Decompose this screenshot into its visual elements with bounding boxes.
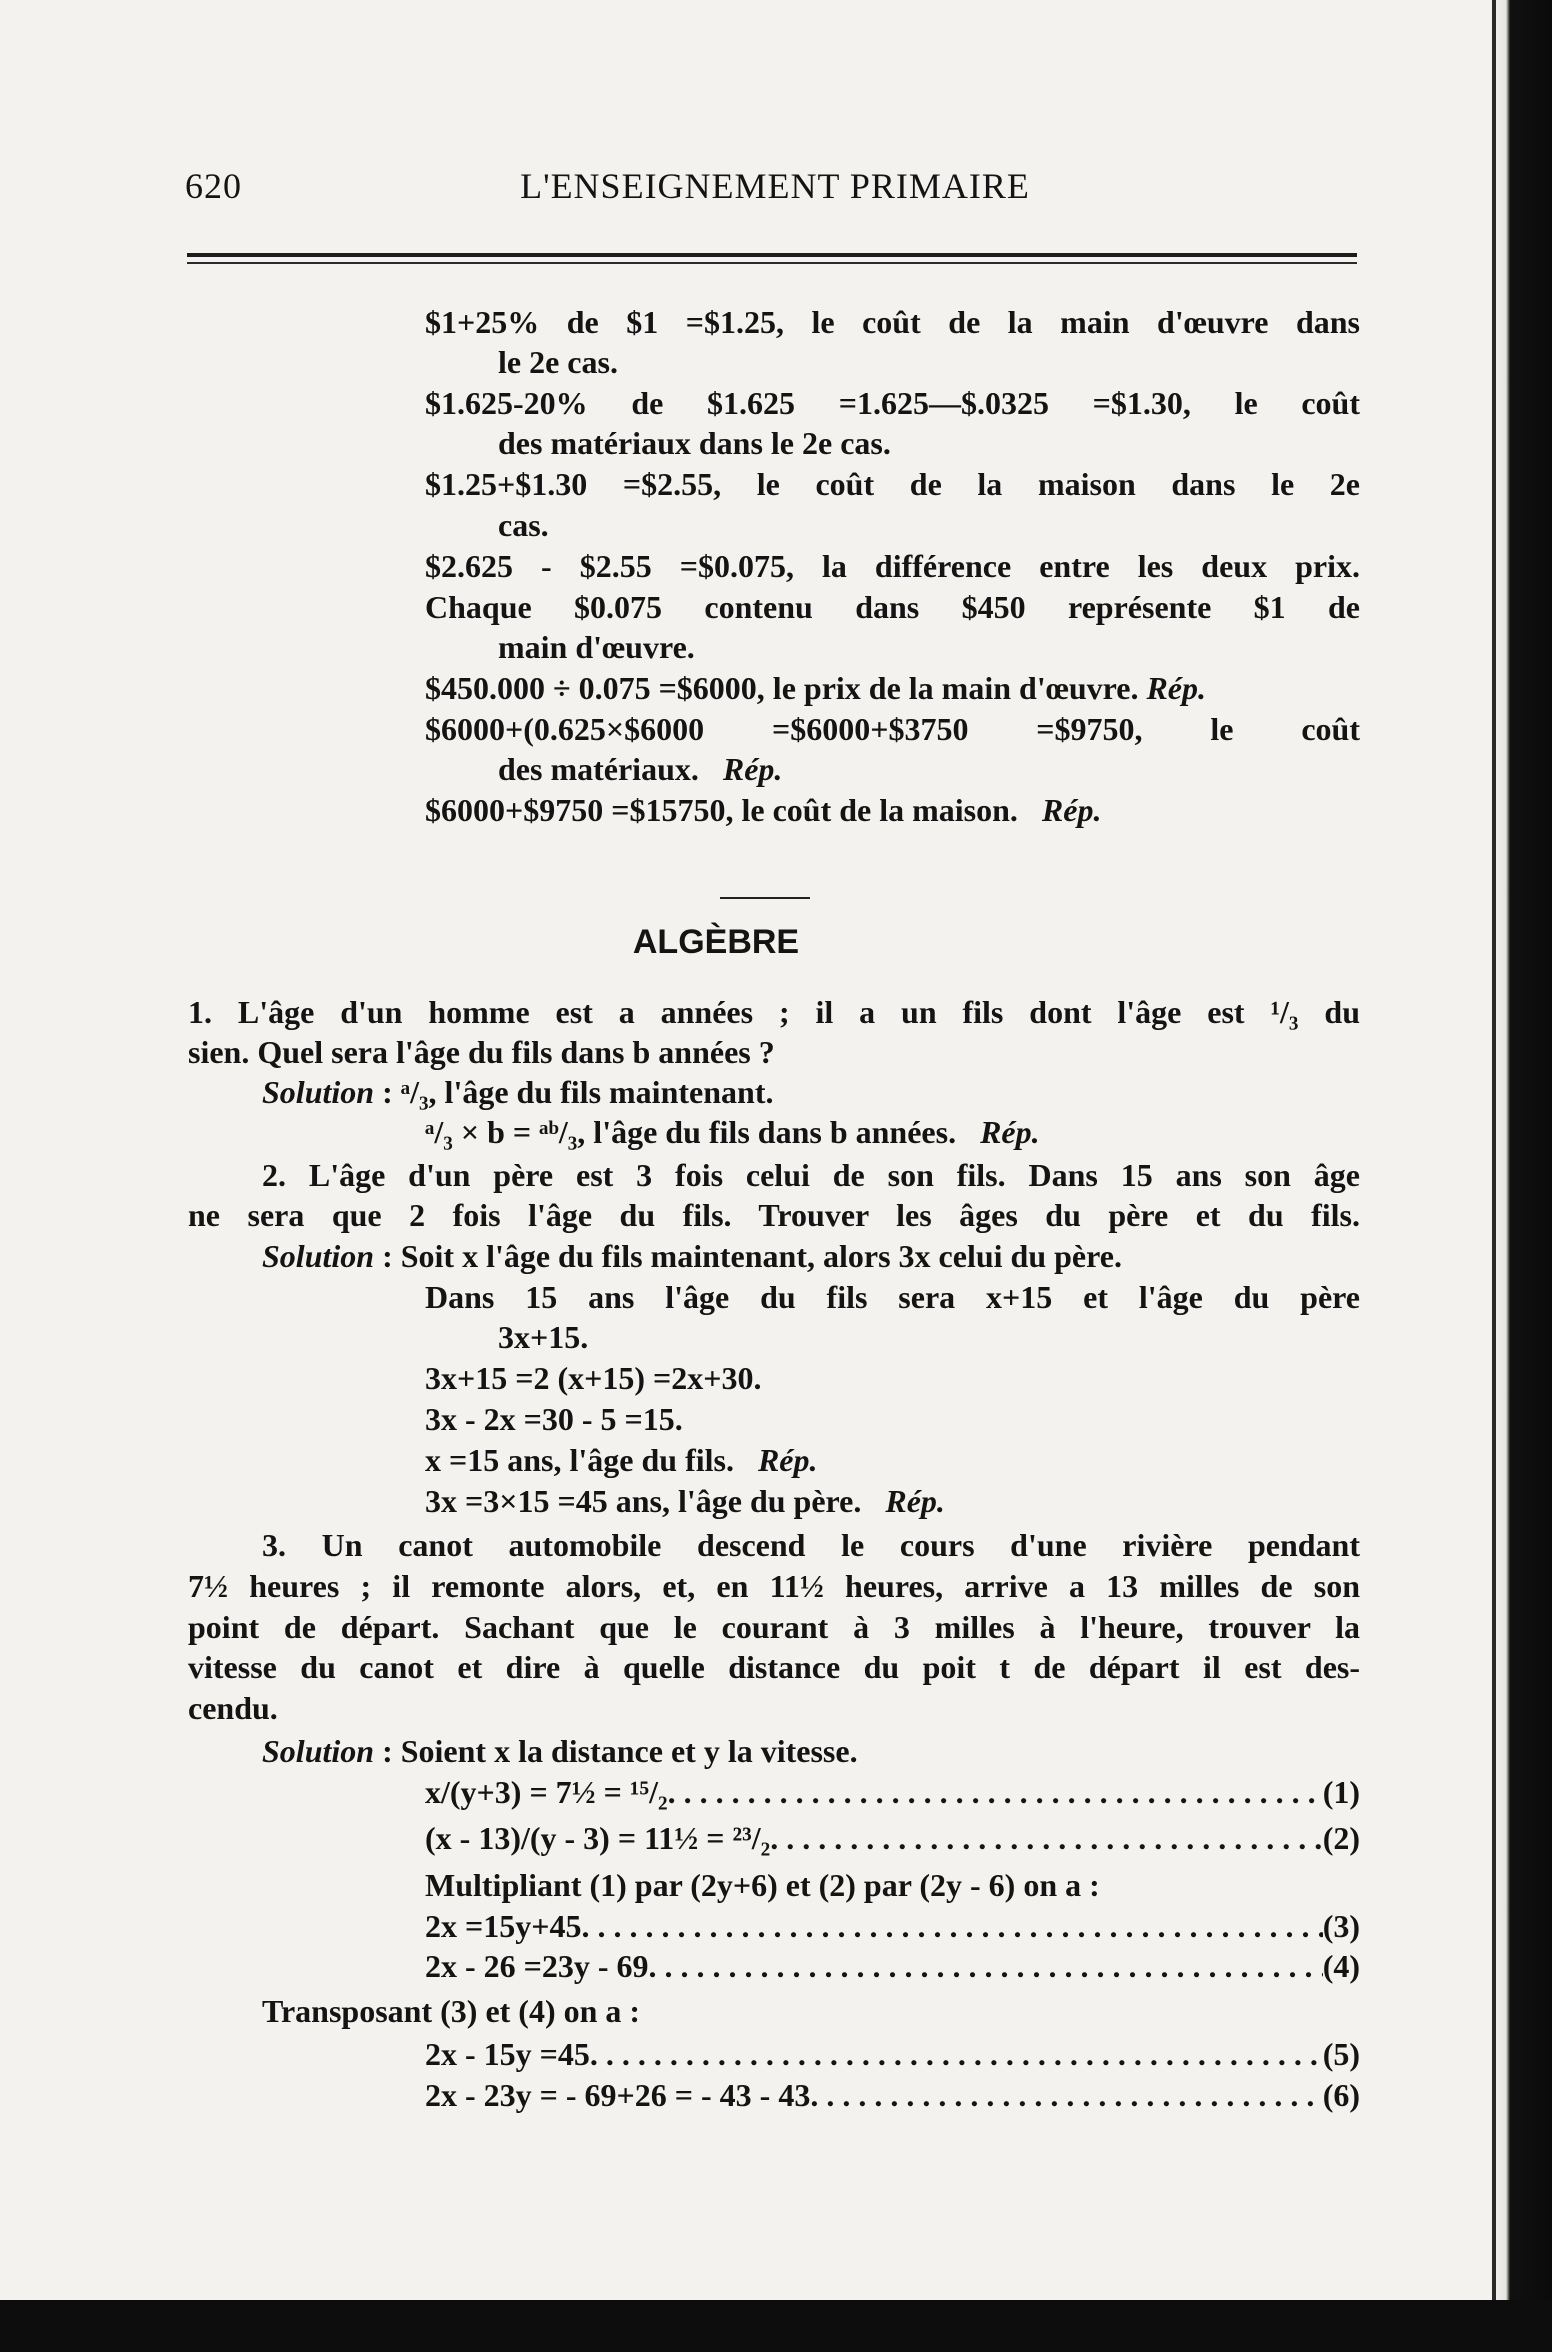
scan-bottom-border: [0, 2300, 1552, 2352]
solution-line: [425, 1440, 818, 1480]
solution-line: [425, 1112, 1040, 1152]
text-line: main d'œuvre.: [498, 629, 695, 665]
dot-leader: [810, 2075, 1322, 2115]
rep-mark: Rép.: [980, 1114, 1040, 1150]
equation-number: (4): [1322, 1948, 1360, 1984]
solution-line: [262, 1072, 773, 1112]
solution-line: 3x+15.: [498, 1319, 589, 1355]
equation-row: [425, 1772, 1360, 1812]
equation-number: (6): [1322, 2077, 1360, 2113]
line-text: : Soit x l'âge du fils maintenant, alors 3x celui du père.: [382, 1238, 1122, 1274]
text-line: cas.: [498, 507, 549, 543]
dot-leader: [590, 2034, 1323, 2074]
problem-3-line: 3. Un canot automobile descend le cours d'une rivière pendant: [262, 1527, 1360, 1563]
equation-number: (2): [1322, 1820, 1360, 1856]
problem-3-line: vitesse du canot et dire à quelle distance du poit t de départ il est des-: [188, 1649, 1360, 1685]
equation-number: (1): [1322, 1774, 1360, 1810]
text-line: des matériaux dans le 2e cas.: [498, 425, 891, 461]
rep-mark: Rép.: [885, 1483, 945, 1519]
line-text: 3x =3×15 =45 ans, l'âge du père.: [425, 1483, 862, 1519]
running-head: L'ENSEIGNEMENT PRIMAIRE: [520, 166, 1030, 206]
line-text: : Soient x la distance et y la vitesse.: [382, 1733, 858, 1769]
line-text: x =15 ans, l'âge du fils.: [425, 1442, 734, 1478]
line-text: $450.000 ÷ 0.075 =$6000, le prix de la main d'œuvre.: [425, 670, 1139, 706]
line-text: ᵃ/₃ × b = ᵃᵇ/₃, l'âge du fils dans b années.: [425, 1114, 957, 1150]
text-line: [425, 790, 1101, 830]
text-line: $2.625 - $2.55 =$0.075, la différence entre les deux prix.: [425, 548, 1360, 584]
rep-mark: Rép.: [757, 1442, 818, 1478]
text-line: le 2e cas.: [498, 344, 618, 380]
solution-line: Dans 15 ans l'âge du fils sera x+15 et l'âge du père: [425, 1279, 1360, 1315]
problem-2-line: ne sera que 2 fois l'âge du fils. Trouver les âges du père et du fils.: [188, 1197, 1360, 1233]
section-divider: [720, 897, 810, 899]
rep-mark: Rép.: [1146, 670, 1206, 706]
line-text: $6000+$9750 =$15750, le coût de la maison.: [425, 792, 1018, 828]
equation: x/(y+3) = 7½ = ¹⁵/₂: [425, 1774, 668, 1810]
equation-row: [425, 1818, 1360, 1858]
text-line: $1.625-20% de $1.625 =1.625—$.0325 =$1.30, le coût: [425, 385, 1360, 421]
line-text: des matériaux.: [498, 751, 699, 787]
solution-line: 3x - 2x =30 - 5 =15.: [425, 1401, 683, 1437]
text-line: Chaque $0.075 contenu dans $450 représente $1 de: [425, 589, 1360, 625]
equation-number: (5): [1322, 2036, 1360, 2072]
equation-row: [425, 2034, 1360, 2074]
solution-line: Transposant (3) et (4) on a :: [262, 1993, 641, 2029]
line-text: : ᵃ/₃, l'âge du fils maintenant.: [382, 1074, 774, 1110]
equation-row: [425, 2075, 1360, 2115]
dot-leader: [581, 1906, 1322, 1946]
dot-leader: [770, 1818, 1322, 1858]
solution-line: [262, 1731, 858, 1771]
rep-mark: Rép.: [722, 751, 783, 787]
equation: 2x - 15y =45: [425, 2036, 590, 2072]
text-line: [425, 668, 1206, 708]
page-number: 620: [185, 166, 242, 206]
solution-line: 3x+15 =2 (x+15) =2x+30.: [425, 1360, 762, 1396]
text-line: $1+25% de $1 =$1.25, le coût de la main d'œuvre dans: [425, 304, 1360, 340]
dot-leader: [649, 1946, 1323, 1986]
text-line: $1.25+$1.30 =$2.55, le coût de la maison dans le 2e: [425, 466, 1360, 502]
equation-number: (3): [1322, 1908, 1360, 1944]
dot-leader: [668, 1772, 1323, 1812]
problem-2-line: 2. L'âge d'un père est 3 fois celui de son fils. Dans 15 ans son âge: [262, 1157, 1360, 1193]
page-header: [185, 165, 1365, 215]
solution-line: [262, 1236, 1122, 1276]
page-edge-shadow: [1496, 0, 1552, 2352]
problem-1-line: sien. Quel sera l'âge du fils dans b années ?: [188, 1034, 775, 1070]
equation: (x - 13)/(y - 3) = 11½ = ²³/₂: [425, 1820, 771, 1856]
problem-3-line: 7½ heures ; il remonte alors, et, en 11½ heures, arrive a 13 milles de son: [188, 1568, 1360, 1604]
problem-1-line: 1. L'âge d'un homme est a années ; il a un fils dont l'âge est ¹/₃ du: [188, 994, 1360, 1030]
header-rule-thick: [187, 253, 1357, 257]
equation: 2x - 23y = - 69+26 = - 43 - 43: [425, 2077, 811, 2113]
text-line: [498, 749, 782, 789]
rep-mark: Rép.: [1041, 792, 1102, 828]
section-title: ALGÈBRE: [632, 923, 800, 961]
equation: 2x - 26 =23y - 69: [425, 1948, 649, 1984]
solution-label: Solution: [262, 1074, 375, 1110]
header-rule-thin: [187, 262, 1357, 264]
equation: 2x =15y+45: [425, 1908, 582, 1944]
problem-3-line: point de départ. Sachant que le courant à 3 milles à l'heure, trouver la: [188, 1609, 1360, 1645]
equation-row: [425, 1906, 1360, 1946]
text-line: $6000+(0.625×$6000 =$6000+$3750 =$9750, le coût: [425, 711, 1360, 747]
problem-3-line: cendu.: [188, 1690, 278, 1726]
solution-label: Solution: [262, 1733, 375, 1769]
equation-row: [425, 1946, 1360, 1986]
solution-label: Solution: [262, 1238, 375, 1274]
solution-line: [425, 1481, 945, 1521]
solution-line: Multipliant (1) par (2y+6) et (2) par (2y - 6) on a :: [425, 1867, 1100, 1903]
